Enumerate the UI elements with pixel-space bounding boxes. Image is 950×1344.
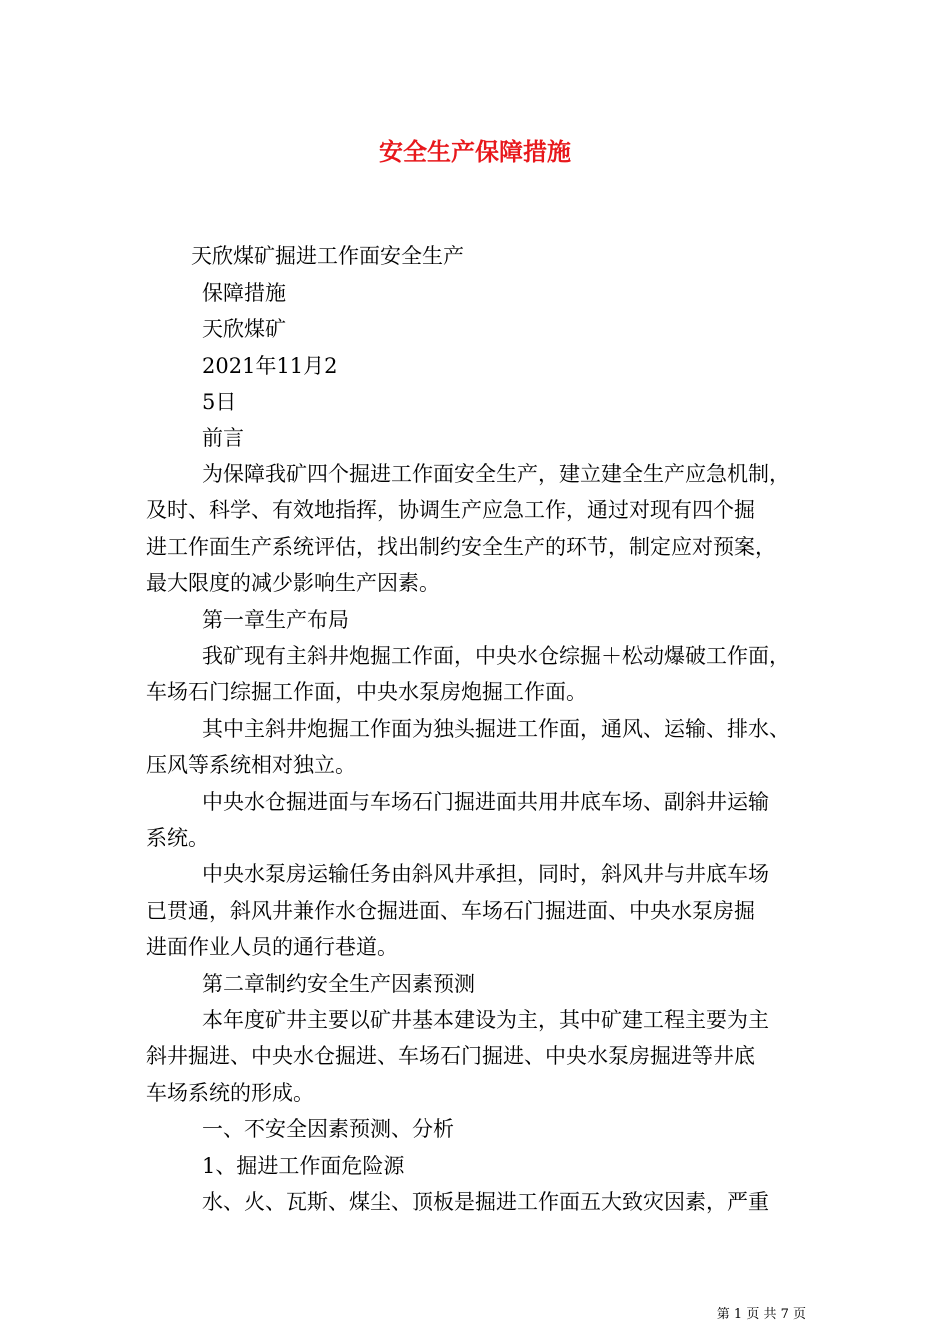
- author-line: 天欣煤矿: [202, 317, 286, 341]
- chapter-heading: 第一章生产布局: [202, 608, 349, 632]
- chapter-heading: 第二章制约安全生产因素预测: [202, 972, 475, 996]
- paragraph-line: 系统。: [146, 826, 209, 850]
- paragraph-line: 及时、科学、有效地指挥，协调生产应急工作，通过对现有四个掘: [146, 498, 755, 522]
- paragraph-line: 压风等系统相对独立。: [146, 753, 356, 777]
- paragraph-line: 最大限度的减少影响生产因素。: [146, 571, 440, 595]
- section-heading: 一、不安全因素预测、分析: [202, 1117, 454, 1141]
- date-line-1: 2021年11月2: [202, 354, 338, 378]
- paragraph-line: 为保障我矿四个掘进工作面安全生产，建立建全生产应急机制，: [202, 462, 790, 486]
- subsection-heading: 1、掘进工作面危险源: [202, 1154, 405, 1178]
- paragraph-line: 中央水仓掘进面与车场石门掘进面共用井底车场、副斜井运输: [202, 790, 769, 814]
- paragraph-line: 中央水泵房运输任务由斜风井承担，同时，斜风井与井底车场: [202, 862, 769, 886]
- paragraph-line: 水、火、瓦斯、煤尘、顶板是掘进工作面五大致灾因素，严重: [202, 1190, 769, 1214]
- paragraph-line: 其中主斜井炮掘工作面为独头掘进工作面，通风、运输、排水、: [202, 717, 790, 741]
- paragraph-line: 本年度矿井主要以矿井基本建设为主，其中矿建工程主要为主: [202, 1008, 769, 1032]
- date-line-2: 5日: [202, 390, 237, 414]
- paragraph-line: 进面作业人员的通行巷道。: [146, 935, 398, 959]
- paragraph-line: 我矿现有主斜井炮掘工作面，中央水仓综掘＋松动爆破工作面，: [202, 644, 790, 668]
- paragraph-line: 已贯通，斜风井兼作水仓掘进面、车场石门掘进面、中央水泵房掘: [146, 899, 755, 923]
- page-number: 第 1 页 共 7 页: [716, 1307, 806, 1322]
- document-title: 安全生产保障措施: [379, 137, 571, 166]
- paragraph-line: 斜井掘进、中央水仓掘进、车场石门掘进、中央水泵房掘进等井底: [146, 1044, 755, 1068]
- paragraph-line: 车场石门综掘工作面，中央水泵房炮掘工作面。: [146, 680, 587, 704]
- subtitle-line-1: 天欣煤矿掘进工作面安全生产: [191, 244, 464, 268]
- paragraph-line: 进工作面生产系统评估，找出制约安全生产的环节，制定应对预案，: [146, 535, 776, 559]
- preface-heading: 前言: [202, 426, 244, 450]
- subtitle-line-2: 保障措施: [202, 281, 286, 305]
- paragraph-line: 车场系统的形成。: [146, 1081, 314, 1105]
